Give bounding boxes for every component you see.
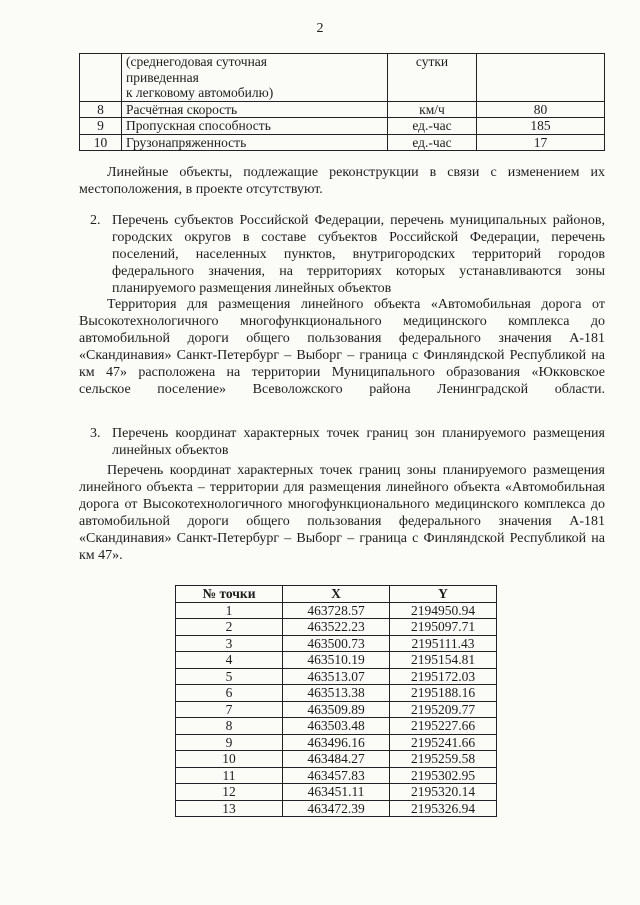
point-number: 11 [176, 767, 283, 784]
parameter-number: 9 [80, 118, 122, 135]
coordinate-row [176, 718, 497, 735]
point-number: 5 [176, 668, 283, 685]
parameter-row [80, 54, 605, 102]
y-coordinate: 2194950.94 [390, 602, 497, 619]
x-coordinate: 463500.73 [283, 635, 390, 652]
page-number: 2 [316, 21, 324, 36]
coordinate-row [176, 619, 497, 636]
coordinate-row [176, 685, 497, 702]
point-number: 12 [176, 784, 283, 801]
x-coordinate: 463472.39 [283, 800, 390, 817]
x-coordinate: 463522.23 [283, 619, 390, 636]
parameter-name-line: Расчётная скорость [126, 101, 238, 117]
parameter-name-line: (среднегодовая суточная [126, 54, 267, 69]
parameter-value [477, 54, 605, 102]
section-3-number: 3. [90, 426, 101, 441]
linear-objects-note: Линейные объекты, подлежащие реконструкции в связи с изменением их местоположения, в проекте отсутствуют. [79, 165, 605, 197]
x-coordinate: 463510.19 [283, 652, 390, 669]
coordinate-row [176, 701, 497, 718]
x-coordinate: 463513.07 [283, 668, 390, 685]
coordinate-row [176, 734, 497, 751]
x-coordinate: 463728.57 [283, 602, 390, 619]
parameter-unit: ед.-час [388, 118, 477, 135]
y-coordinate: 2195209.77 [390, 701, 497, 718]
parameter-name [122, 118, 388, 135]
coordinate-row [176, 668, 497, 685]
coordinates-header-row [176, 586, 497, 603]
parameter-row [80, 118, 605, 135]
parameter-name-line: Грузонапряженность [126, 134, 247, 150]
x-coordinate: 463503.48 [283, 718, 390, 735]
y-coordinate: 2195172.03 [390, 668, 497, 685]
y-coordinate: 2195154.81 [390, 652, 497, 669]
point-number: 4 [176, 652, 283, 669]
point-number: 7 [176, 701, 283, 718]
y-coordinate: 2195259.58 [390, 751, 497, 768]
coordinate-row [176, 751, 497, 768]
section-2-heading: Перечень субъектов Российской Федерации, перечень муниципальных районов, городских округов в составе субъектов Российской Федерации, перечень поселений, населенных пунктов, внутригородских территорий городов федерального значения, на территориях которых устанавливаются зоны планируемого размещения линейных объектов [112, 213, 605, 296]
parameter-unit: ед.-час [388, 134, 477, 151]
y-coordinate: 2195302.95 [390, 767, 497, 784]
parameter-name-line: к легковому автомобилю) [126, 85, 274, 100]
coordinate-row [176, 602, 497, 619]
section-2-body: Территория для размещения линейного объекта «Автомобильная дорога от Высокотехнологичного многофункционального медицинского комплекса до автомобильной дороги общего пользования федерального значения А-181 «Скандинавия» Санкт-Петербург – Выборг – граница с Финляндской Республикой на км 47» расположена на территории Муниципального образования «Юкковское сельское поселение» Всеволожского района Ленинградской области. [79, 297, 605, 397]
coordinate-row [176, 800, 497, 817]
point-number: 9 [176, 734, 283, 751]
parameter-number: 10 [80, 134, 122, 151]
parameter-value: 185 [477, 118, 605, 135]
section-2-number: 2. [90, 213, 101, 228]
y-coordinate: 2195241.66 [390, 734, 497, 751]
point-number: 6 [176, 685, 283, 702]
point-number: 1 [176, 602, 283, 619]
point-number: 3 [176, 635, 283, 652]
point-number: 10 [176, 751, 283, 768]
parameter-row [80, 101, 605, 118]
parameter-number [80, 54, 122, 102]
road-parameters-table [79, 53, 605, 151]
parameter-name [122, 54, 388, 102]
parameter-name [122, 101, 388, 118]
parameter-number: 8 [80, 101, 122, 118]
parameter-name-line: приведенная [126, 69, 199, 85]
x-coordinate: 463496.16 [283, 734, 390, 751]
parameter-name-line: Пропускная способность [126, 118, 271, 133]
parameter-row [80, 134, 605, 151]
section-3-heading: Перечень координат характерных точек границ зон планируемого размещения линейных объектов [112, 426, 605, 458]
x-coordinate: 463457.83 [283, 767, 390, 784]
x-coordinate: 463484.27 [283, 751, 390, 768]
x-coordinate: 463513.38 [283, 685, 390, 702]
parameter-value: 17 [477, 134, 605, 151]
y-coordinate: 2195320.14 [390, 784, 497, 801]
coordinate-row [176, 784, 497, 801]
parameter-unit: сутки [388, 54, 477, 102]
x-coordinate: 463509.89 [283, 701, 390, 718]
y-coordinate: 2195326.94 [390, 800, 497, 817]
y-coordinate: 2195097.71 [390, 619, 497, 636]
coordinate-row [176, 652, 497, 669]
point-number: 2 [176, 619, 283, 636]
coordinate-row [176, 767, 497, 784]
x-coordinate: 463451.11 [283, 784, 390, 801]
parameter-value: 80 [477, 101, 605, 118]
coordinates-table [175, 585, 497, 817]
header-x: X [283, 586, 390, 603]
section-3-body: Перечень координат характерных точек границ зоны планируемого размещения линейного объекта – территории для размещения линейного объекта «Автомобильная дорога от Высокотехнологичного многофункционального медицинского комплекса до автомобильной дороги общего пользования федерального значения А-181 «Скандинавия» Санкт-Петербург – Выборг – граница с Финляндской Республикой на км 47». [79, 463, 605, 563]
y-coordinate: 2195188.16 [390, 685, 497, 702]
header-y: Y [390, 586, 497, 603]
point-number: 8 [176, 718, 283, 735]
point-number: 13 [176, 800, 283, 817]
parameter-unit: км/ч [388, 101, 477, 118]
y-coordinate: 2195227.66 [390, 718, 497, 735]
coordinate-row [176, 635, 497, 652]
header-point-number: № точки [176, 586, 283, 603]
y-coordinate: 2195111.43 [390, 635, 497, 652]
parameter-name [122, 134, 388, 151]
